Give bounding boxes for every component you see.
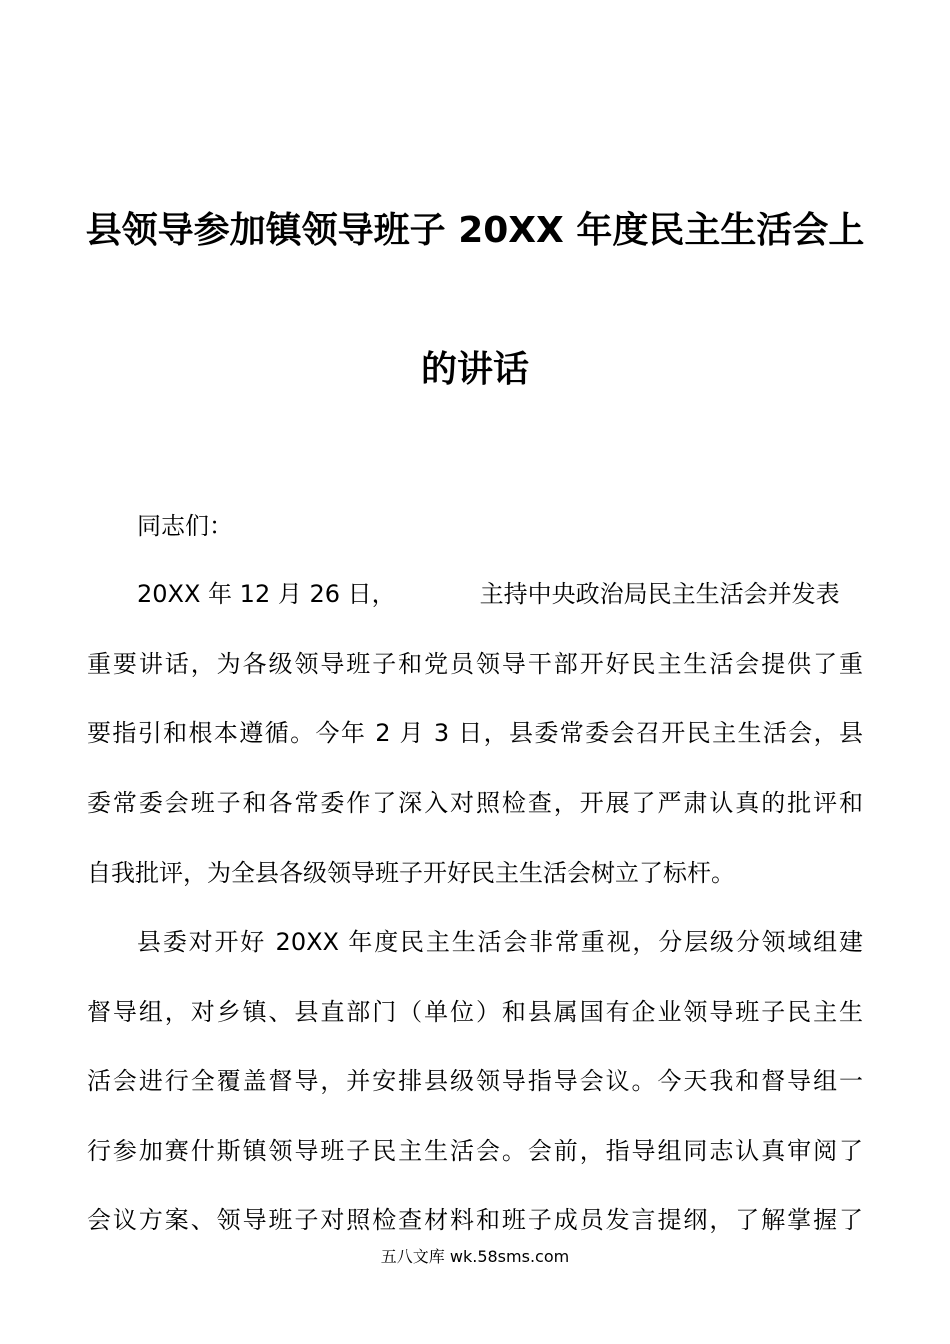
salutation: 同志们：	[137, 512, 233, 540]
document-title-line-2: 的讲话	[420, 349, 529, 390]
paragraph-1-line-5: 自我批评，为全县各级领导班子开好民主生活会树立了标杆。	[87, 859, 735, 887]
paragraph-2-line-5: 会议方案、领导班子对照检查材料和班子成员发言提纲，了解掌握了	[87, 1206, 863, 1234]
paragraph-1-line-1-part-b: 主持中央政治局民主生活会并发表	[479, 580, 840, 608]
footer-watermark: 五八文库 wk.58sms.com	[380, 1247, 570, 1266]
paragraph-1-line-3: 要指引和根本遵循。今年 2 月 3 日，县委常委会召开民主生活会，县	[87, 719, 863, 747]
paragraph-1-line-4: 委常委会班子和各常委作了深入对照检查，开展了严肃认真的批评和	[87, 789, 863, 817]
paragraph-1-line-2: 重要讲话，为各级领导班子和党员领导干部开好民主生活会提供了重	[87, 650, 863, 678]
document-title-line-1: 县领导参加镇领导班子 20XX 年度民主生活会上	[85, 210, 865, 251]
paragraph-2-line-4: 行参加赛什斯镇领导班子民主生活会。会前，指导组同志认真审阅了	[87, 1137, 863, 1165]
paragraph-2-line-1: 县委对开好 20XX 年度民主生活会非常重视，分层级分领域组建	[137, 928, 863, 956]
paragraph-1-line-1	[137, 577, 863, 611]
paragraph-2-line-3: 活会进行全覆盖督导，并安排县级领导指导会议。今天我和督导组一	[87, 1067, 863, 1095]
paragraph-1-line-1-part-a: 20XX 年 12 月 26 日，	[137, 580, 396, 608]
paragraph-2-line-2: 督导组，对乡镇、县直部门（单位）和县属国有企业领导班子民主生	[87, 998, 863, 1026]
